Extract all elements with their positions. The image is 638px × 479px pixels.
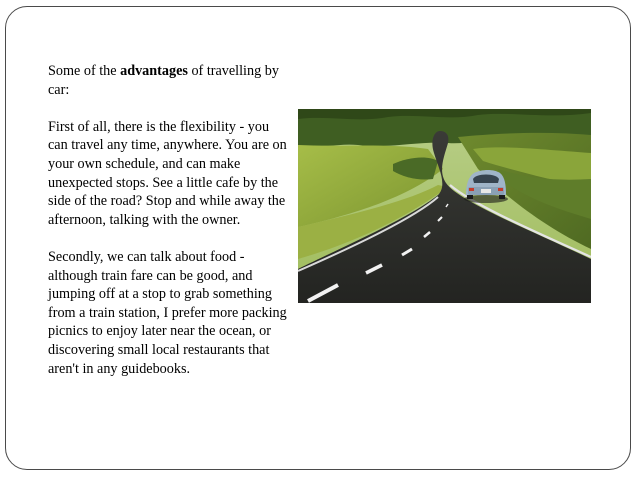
- intro-bold: advantages: [120, 63, 188, 79]
- intro-suffix: of travelling by car:: [48, 63, 279, 98]
- paragraph-flexibility: First of all, there is the flexibility - you can travel any time, anywhere. You are on your own schedule, and can make unexpected stops. See a little cafe by the side of the road? Stop and while away the afternoon, talking with the owner.: [48, 118, 287, 228]
- road-photo-illustration: [298, 109, 591, 303]
- slide-text: [48, 62, 288, 397]
- intro-prefix: Some of the: [48, 63, 121, 79]
- intro-line: [48, 62, 288, 99]
- paragraph-food: Secondly, we can talk about food - although train fare can be good, and jumping off at a stop to grab something from a train station, I prefer more packing picnics to enjoy later near the ocean, or discovering small local restaurants that aren't in any guidebooks.: [48, 248, 287, 377]
- road-photo: [298, 109, 591, 303]
